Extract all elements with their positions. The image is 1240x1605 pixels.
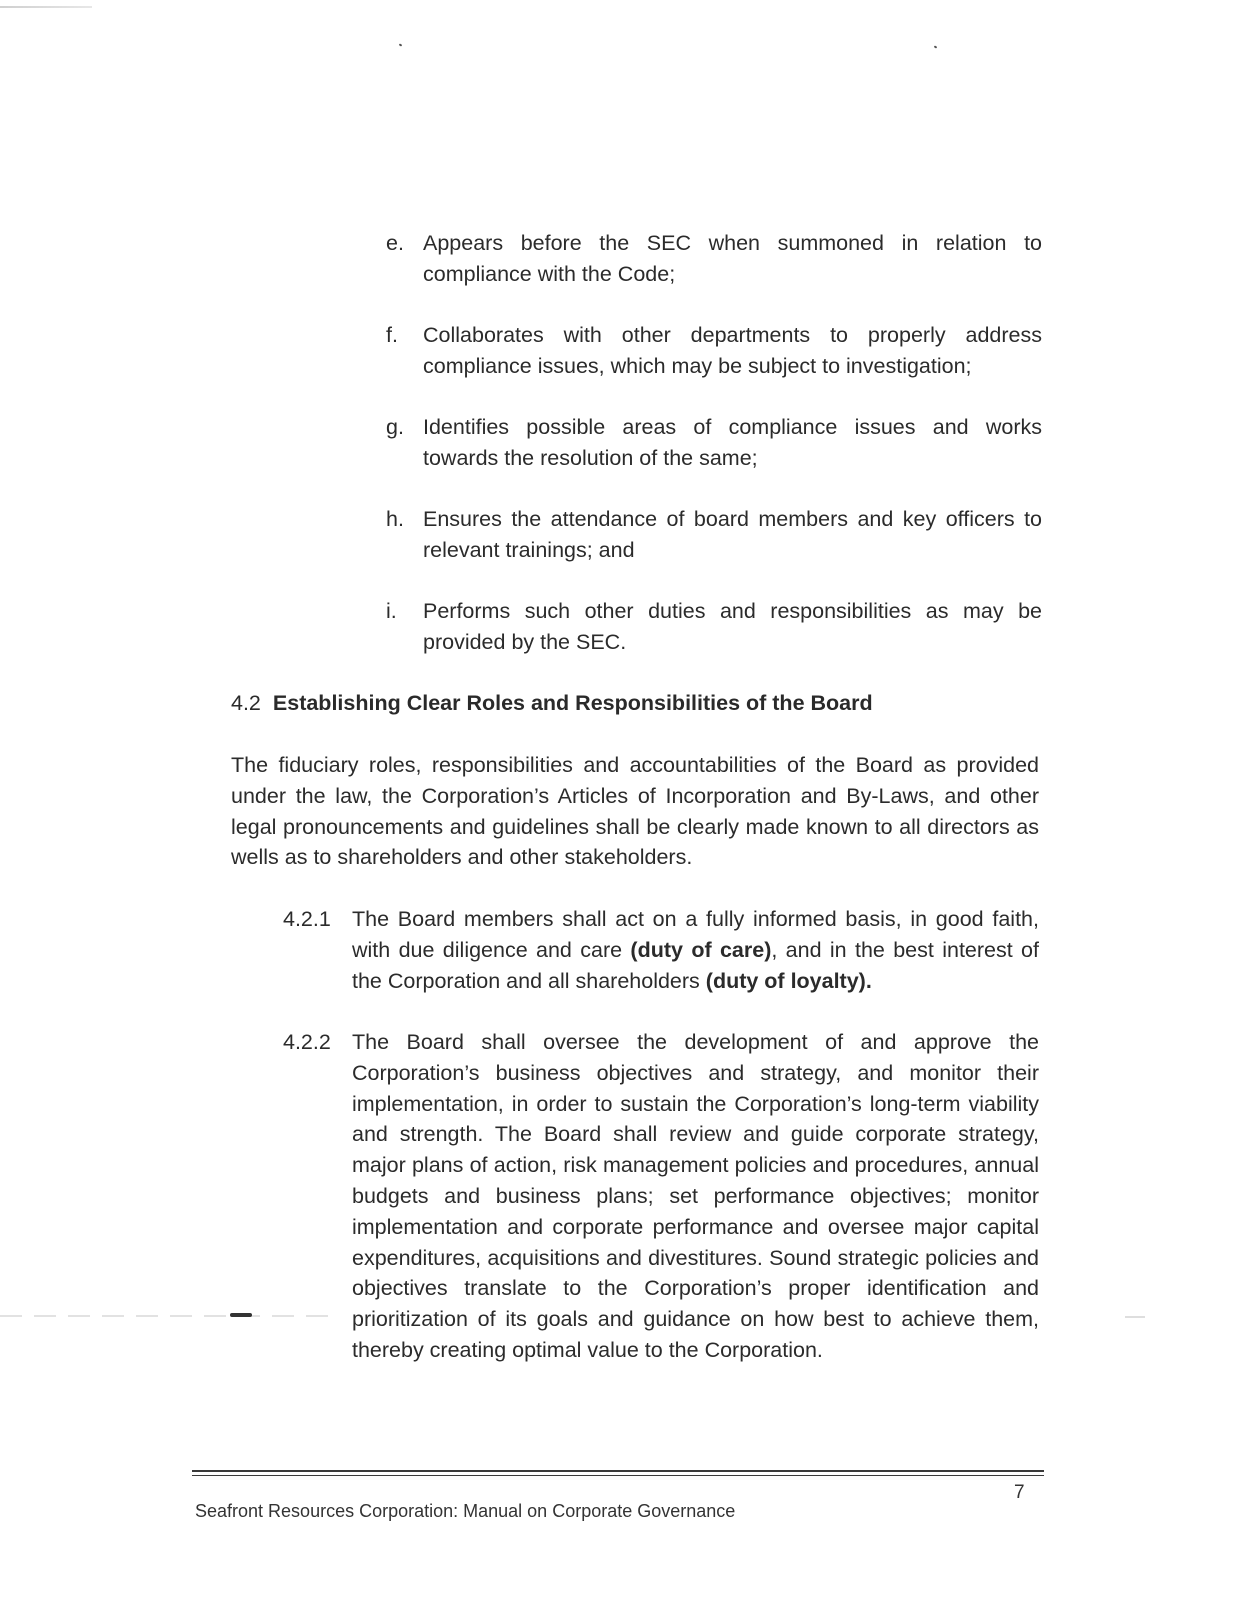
sub-item-number: 4.2.2 — [283, 1030, 331, 1054]
section-paragraph: The fiduciary roles, responsibilities and accountabilities of the Board as provided under the law, the Corporation’s Articles of Incorporation and By-Laws, and other legal pronouncements and guidelines shall be clearly made known to all directors as wells as to shareholders and other stakeholders. — [231, 753, 1039, 870]
section-number: 4.2 — [231, 691, 261, 715]
list-item-text: Ensures the attendance of board members and key officers to relevant trainings; and — [423, 507, 1042, 562]
list-marker: h. — [386, 507, 404, 531]
page-number: 7 — [1014, 1482, 1025, 1503]
list-item — [386, 228, 1042, 290]
list-item — [386, 504, 1042, 566]
list-item-text: Collaborates with other departments to properly address compliance issues, which may be subject to investigation; — [423, 323, 1042, 378]
sub-item-text-part: The Board members shall act on a fully informed basis, in good faith, with due diligence and care — [352, 907, 1039, 962]
scan-speck — [399, 43, 403, 46]
sub-item-text-part: , and in the best interest of the Corporation and all shareholders — [352, 937, 1039, 993]
section-title: Establishing Clear Roles and Responsibilities of the Board — [272, 691, 873, 715]
scan-artifact — [1125, 1316, 1145, 1318]
footer-title: Seafront Resources Corporation: Manual on Corporate Governance — [195, 1501, 736, 1521]
list-item — [386, 320, 1042, 382]
scan-speck — [934, 45, 938, 48]
footer-divider — [192, 1470, 1044, 1476]
section-heading — [231, 688, 873, 719]
duty-of-care-label: (duty of care) — [630, 937, 772, 962]
list-marker: f. — [386, 323, 398, 347]
sub-item-number: 4.2.1 — [283, 907, 331, 931]
list-marker: g. — [386, 415, 404, 439]
list-item-text: Performs such other duties and responsibilities as may be provided by the SEC. — [423, 599, 1042, 654]
scan-mark — [230, 1313, 252, 1317]
sub-item — [283, 904, 1039, 996]
sub-item-text: The Board shall oversee the development of and approve the Corporation’s business objectives and strategy, and monitor their implementation, in order to sustain the Corporation’s long-term viability and strength. The Board shall review and guide corporate strategy, major plans of action, risk management policies and procedures, annual budgets and business plans; set performance objectives; monitor implementation and corporate performance and oversee major capital expenditures, acquisitions and divestitures. Sound strategic policies and objectives translate to the Corporation’s proper identification and prioritization of its goals and guidance on how best to achieve them, thereby creating optimal value to the Corporation. — [352, 1030, 1039, 1362]
list-marker: e. — [386, 231, 404, 255]
list-item-text: Identifies possible areas of compliance issues and works towards the resolution of the same; — [423, 415, 1042, 470]
sub-item-text — [352, 904, 1039, 996]
scan-artifact — [0, 6, 92, 8]
list-marker: i. — [386, 599, 397, 623]
list-item — [386, 412, 1042, 474]
duty-of-loyalty-label: (duty of loyalty). — [705, 968, 872, 993]
list-item-text: Appears before the SEC when summoned in relation to compliance with the Code; — [423, 231, 1042, 286]
list-item — [386, 596, 1042, 658]
sub-item — [283, 1027, 1039, 1366]
